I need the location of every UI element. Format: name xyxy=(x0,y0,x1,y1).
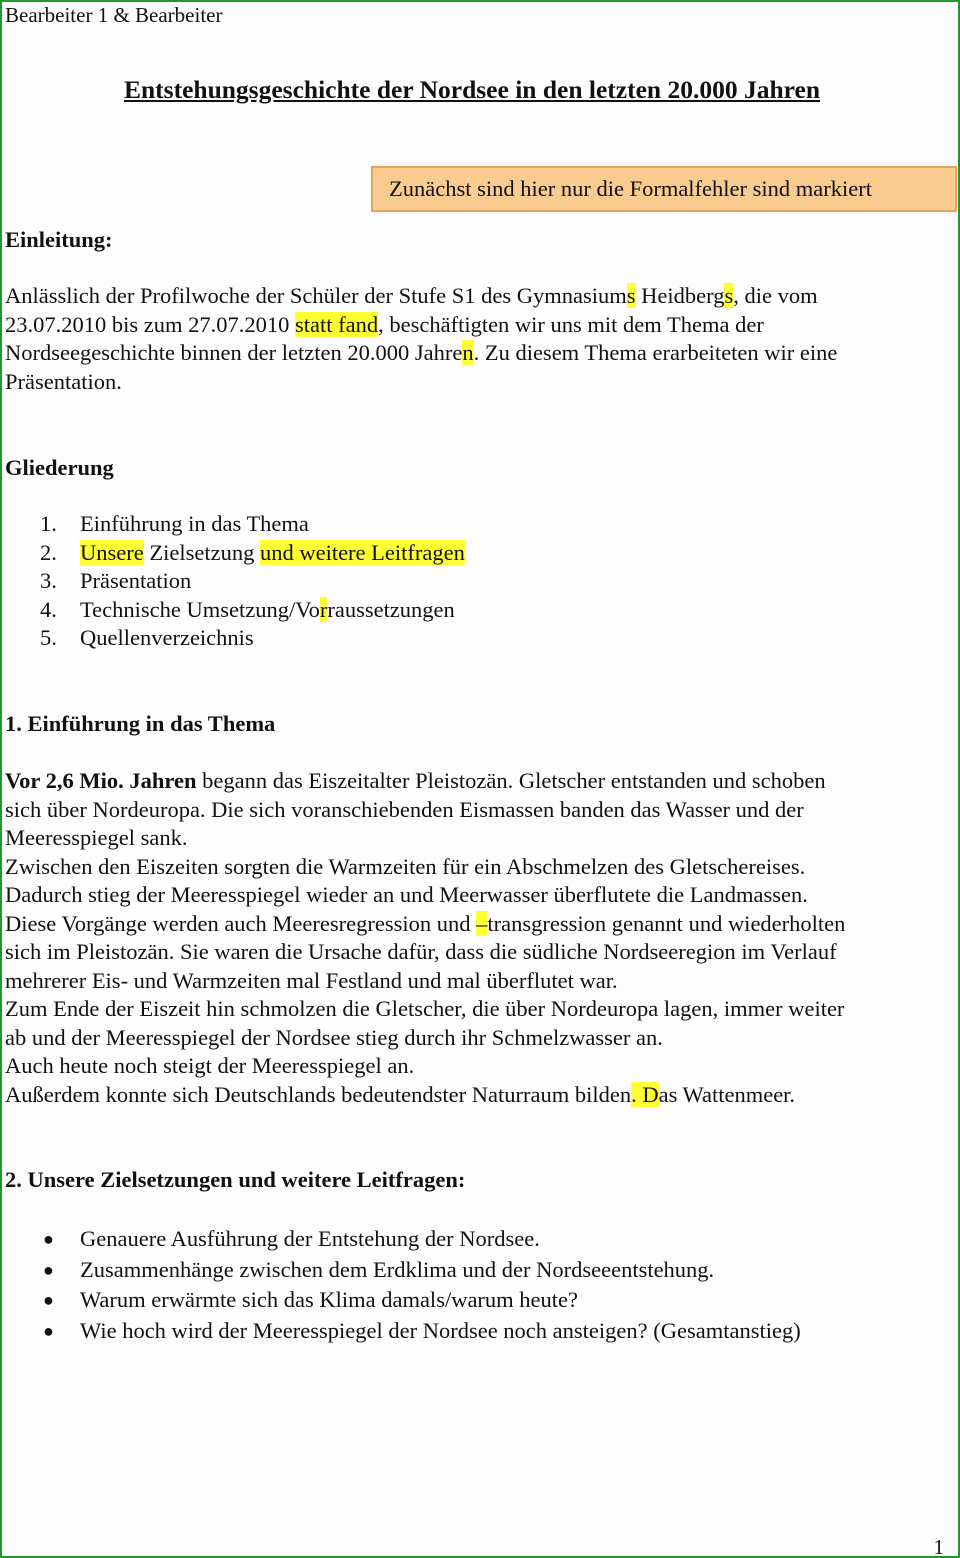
outline-heading: Gliederung xyxy=(5,455,114,480)
page-header: Bearbeiter 1 & Bearbeiter xyxy=(5,3,223,27)
section-1-line: Meeresspiegel sank. xyxy=(5,825,188,850)
section-1-line: Außerdem konnte sich Deutschlands bedeutendster Naturraum bilden. Das Wattenmeer. xyxy=(5,1081,796,1107)
section-1-line: Zum Ende der Eiszeit hin schmolzen die Gletscher, die über Nordeuropa lagen, immer weiter xyxy=(5,996,845,1021)
error-highlight: Unsere xyxy=(80,539,144,565)
intro-line: 23.07.2010 bis zum 27.07.2010 statt fand, beschäftigten wir uns mit dem Thema der xyxy=(5,311,764,337)
error-highlight: s xyxy=(724,283,734,308)
error-highlight: statt fand xyxy=(295,311,379,337)
section-1-line: Zwischen den Eiszeiten sorgten die Warmzeiten für ein Abschmelzen des Gletschereises. xyxy=(5,853,806,879)
section-1-line: sich über Nordeuropa. Die sich voranschiebenden Eismassen banden das Wasser und der xyxy=(5,796,804,822)
error-highlight: – xyxy=(476,910,488,936)
section-2-heading: 2. Unsere Zielsetzungen und weitere Leitfragen: xyxy=(5,1167,466,1192)
error-highlight: . D xyxy=(631,1081,659,1107)
intro-heading: Einleitung: xyxy=(5,227,113,252)
document-page: Bearbeiter 1 & Bearbeiter Entstehungsgeschichte der Nordsee in den letzten 20.000 Jahren Zunächst sind hier nur die Formalfehler sind markiert Einleitung: Anlässlich der Profilwoche der Schüler der Stufe S1 des Gymnasiums Heidbergs, die vom 23.07.2010 bis zum 27.07.2010 statt fand, beschäftigten wir uns mit dem Thema der Nordseegeschichte binnen der letzten 20.000 Jahren. Zu diesem Thema erarbeiteten wir eine Präsentation. Gliederung 1. Einführung in das Thema 2. Unsere Zielsetzung und weitere Leitfragen 3. Präsentation 4. Technische Umsetzung/Vorraussetzungen 5. Quellenverzeichnis 1. Einführung in das Thema Vor 2,6 Mio. Jahren begann das Eiszeitalter Pleistozän. Gletscher entstanden und schoben sich über Nordeuropa. Die sich voranschiebenden Eismassen banden das Wasser und der Meeresspiegel sank. Zwischen den Eiszeiten sorgten die Warmzeiten für ein Abschmelzen des Gletschereises. Dadurch stieg der Meeresspiegel wieder an und Meerwasser überflutete die Landmassen. Diese Vorgänge werden auch Meeresregression und –transgression genannt und wiederholten sich im Pleistozän. Sie waren die Ursache dafür, dass die südliche Nordseeregion im Verlauf mehrerer Eis- und Warmzeiten mal Festland und mal überflutet war. Zum Ende der Eiszeit hin schmolzen die Gletscher, die über Nordeuropa lagen, immer weiter ab und der Meeresspiegel der Nordsee stieg durch ihr Schmelzwasser an. Auch heute noch steigt der Meeresspiegel an. Außerdem konnte sich Deutschlands bedeutendster Naturraum bilden. Das Wattenmeer. 2. Unsere Zielsetzungen und weitere Leitfragen: ● Genauere Ausführung der Entstehung der Nordsee. ● Zusammenhänge zwischen dem Erdklima und der Nordseeentstehung. ● Warum erwärmte sich das Klima damals/warum heute? ● Wie hoch wird der Meeresspiegel der Nordsee noch ansteigen? (Gesamtanstieg) 1 xyxy=(0,0,960,1558)
section-1-line: ab und der Meeresspiegel der Nordsee stieg durch ihr Schmelzwasser an. xyxy=(5,1024,663,1050)
error-highlight: s xyxy=(626,283,636,308)
bullet-icon: ● xyxy=(43,1320,54,1341)
section-1-line: Dadurch stieg der Meeresspiegel wieder an und Meerwasser überflutete die Landmassen. xyxy=(5,882,808,907)
section-1-line: Diese Vorgänge werden auch Meeresregression und –transgression genannt und wiederholten xyxy=(5,910,846,936)
section-1-line: mehrerer Eis- und Warmzeiten mal Festland und mal überflutet war. xyxy=(5,967,618,993)
error-highlight: und weitere Leitfragen xyxy=(259,539,465,565)
intro-line: Präsentation. xyxy=(5,368,122,394)
error-highlight: r xyxy=(319,596,328,622)
bullet-icon: ● xyxy=(43,1259,54,1280)
section-1-heading: 1. Einführung in das Thema xyxy=(5,711,276,736)
page-number: 1 xyxy=(933,1535,944,1558)
document-title: Entstehungsgeschichte der Nordsee in den letzten 20.000 Jahren xyxy=(123,75,821,104)
intro-line: Nordseegeschichte binnen der letzten 20.000 Jahren. Zu diesem Thema erarbeiteten wir eine xyxy=(5,340,838,365)
intro-line: Anlässlich der Profilwoche der Schüler der Stufe S1 des Gymnasiums Heidbergs, die vom xyxy=(5,283,818,308)
bullet-icon: ● xyxy=(43,1290,54,1310)
error-highlight: n xyxy=(462,340,474,365)
bullet-icon: ● xyxy=(43,1229,54,1249)
review-note-box: Zunächst sind hier nur die Formalfehler sind markiert xyxy=(371,166,957,212)
section-1-line: Vor 2,6 Mio. Jahren begann das Eiszeitalter Pleistozän. Gletscher entstanden und schoben xyxy=(5,768,826,793)
section-1-line: sich im Pleistozän. Sie waren die Ursache dafür, dass die südliche Nordseeregion im Verlauf xyxy=(5,939,837,964)
section-1-line: Auch heute noch steigt der Meeresspiegel an. xyxy=(5,1053,415,1078)
